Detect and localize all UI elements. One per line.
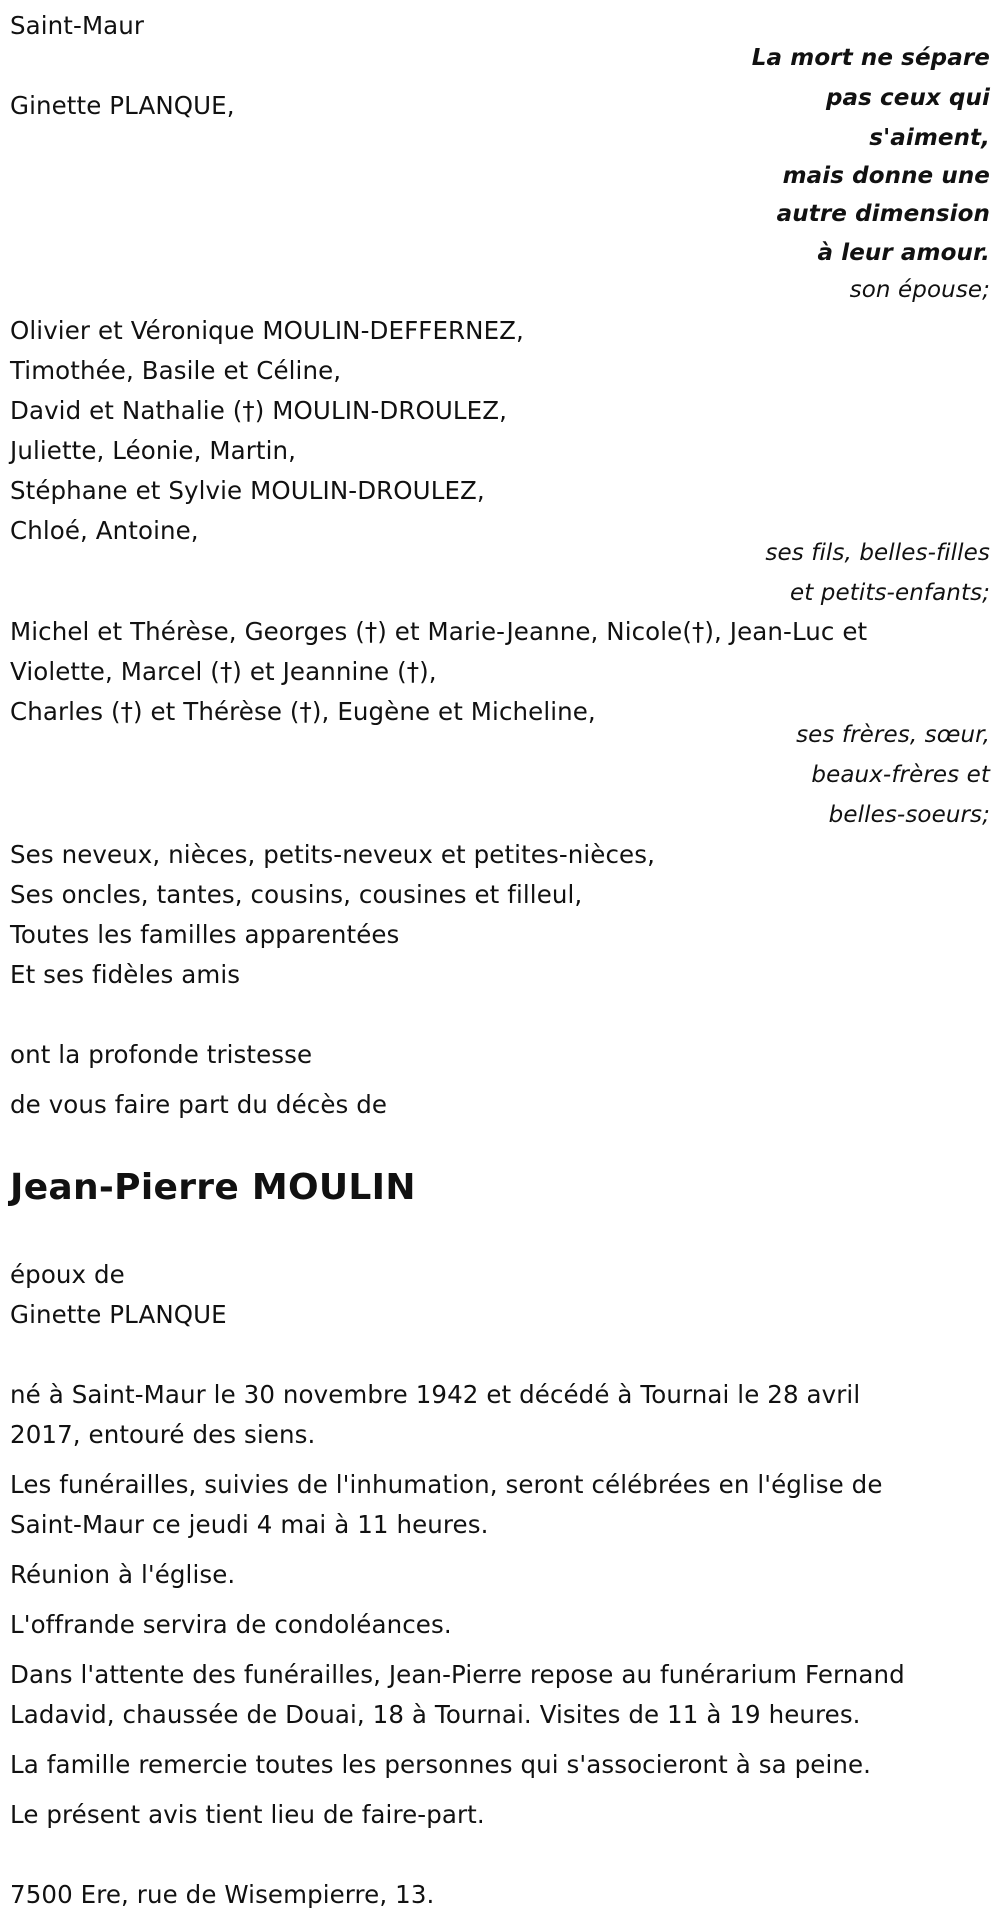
deceased-spouse: Ginette PLANQUE — [10, 1300, 227, 1329]
siblings-role: belles-soeurs; — [828, 802, 990, 828]
children-role: et petits-enfants; — [790, 580, 990, 606]
viewing-line: Ladavid, chaussée de Douai, 18 à Tournai. Visites de 11 à 19 heures. — [10, 1700, 861, 1729]
quote-line: pas ceux qui — [825, 85, 990, 111]
notice-line: Le présent avis tient lieu de faire-part. — [10, 1800, 485, 1829]
meeting-line: Réunion à l'église. — [10, 1560, 236, 1589]
children-role: ses fils, belles-filles — [765, 540, 990, 566]
family-line: Timothée, Basile et Céline, — [10, 356, 342, 385]
thanks-line: La famille remercie toutes les personnes qui s'associeront à sa peine. — [10, 1750, 872, 1779]
funeral-line: Les funérailles, suivies de l'inhumation, seront célébrées en l'église de — [10, 1470, 883, 1499]
viewing-line: Dans l'attente des funérailles, Jean-Pierre repose au funérarium Fernand — [10, 1660, 905, 1689]
family-line: Charles (†) et Thérèse (†), Eugène et Micheline, — [10, 697, 596, 726]
birth-death-line: né à Saint-Maur le 30 novembre 1942 et décédé à Tournai le 28 avril — [10, 1380, 861, 1409]
family-line: Stéphane et Sylvie MOULIN-DROULEZ, — [10, 476, 485, 505]
family-address: 7500 Ere, rue de Wisempierre, 13. — [10, 1880, 435, 1909]
family-line: Olivier et Véronique MOULIN-DEFFERNEZ, — [10, 316, 524, 345]
quote-line: mais donne une — [782, 163, 990, 189]
offering-line: L'offrande servira de condoléances. — [10, 1610, 452, 1639]
family-line: Toutes les familles apparentées — [10, 920, 400, 949]
quote-line: autre dimension — [776, 201, 990, 227]
quote-line: s'aiment, — [869, 125, 990, 151]
spouse-role: son épouse; — [849, 277, 990, 303]
family-line: Ses oncles, tantes, cousins, cousines et filleul, — [10, 880, 583, 909]
family-line: Ses neveux, nièces, petits-neveux et petites-nièces, — [10, 840, 655, 869]
announcement-line: ont la profonde tristesse — [10, 1040, 313, 1069]
siblings-role: beaux-frères et — [811, 762, 990, 788]
family-line: Violette, Marcel (†) et Jeannine (†), — [10, 657, 437, 686]
quote-line: à leur amour. — [817, 240, 990, 266]
quote-line: La mort ne sépare — [751, 45, 990, 71]
family-line: Michel et Thérèse, Georges (†) et Marie-Jeanne, Nicole(†), Jean-Luc et — [10, 617, 868, 646]
deceased-name: Jean-Pierre MOULIN — [10, 1167, 416, 1208]
family-line: David et Nathalie (†) MOULIN-DROULEZ, — [10, 396, 508, 425]
birth-death-line: 2017, entouré des siens. — [10, 1420, 316, 1449]
siblings-role: ses frères, sœur, — [796, 722, 990, 748]
family-line: Et ses fidèles amis — [10, 960, 241, 989]
relation-label: époux de — [10, 1260, 125, 1289]
family-line: Chloé, Antoine, — [10, 516, 199, 545]
family-line: Juliette, Léonie, Martin, — [10, 436, 297, 465]
spouse-name: Ginette PLANQUE, — [10, 91, 235, 120]
announcement-line: de vous faire part du décès de — [10, 1090, 388, 1119]
funeral-line: Saint-Maur ce jeudi 4 mai à 11 heures. — [10, 1510, 489, 1539]
place-heading: Saint-Maur — [10, 11, 145, 40]
